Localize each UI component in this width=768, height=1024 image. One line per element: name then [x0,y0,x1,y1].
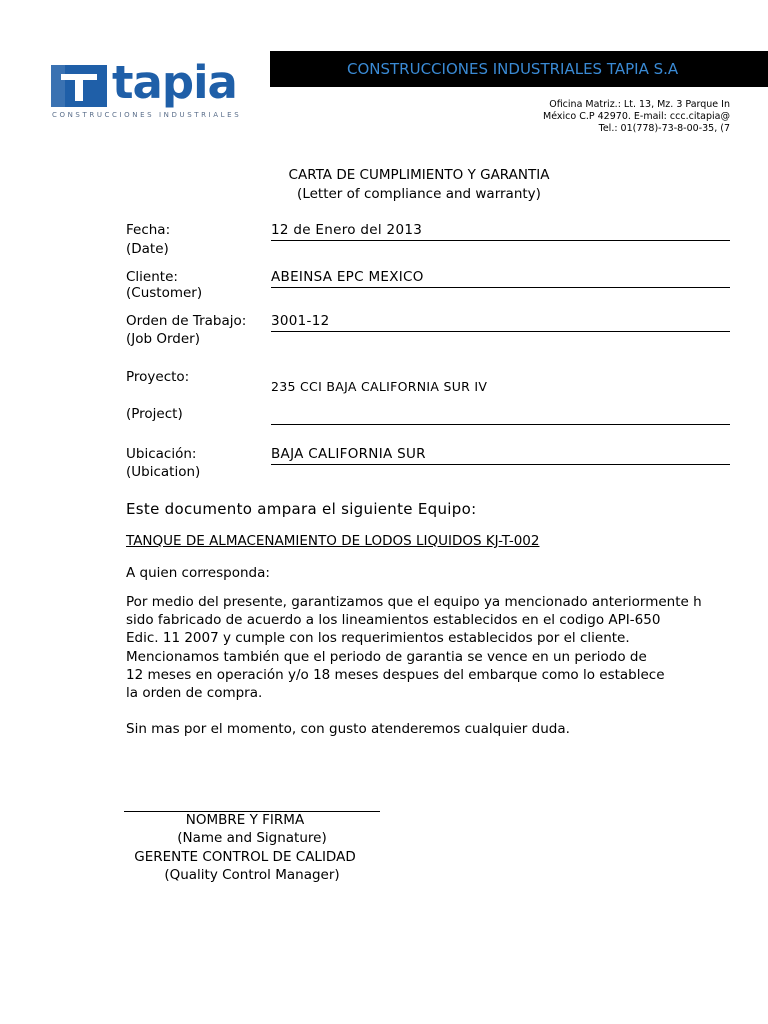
address-line-3: Tel.: 01(778)-73-8-00-35, (7 [598,123,730,134]
date-label: Fecha: [126,222,171,238]
project-label: Proyecto: [126,369,190,385]
address-line-1: Oficina Matriz.: Lt. 13, Mz. 3 Parque In [549,99,730,110]
company-logo-subtext: CONSTRUCCIONES INDUSTRIALES [52,111,242,119]
project-value: 235 CCI BAJA CALIFORNIA SUR IV [271,379,488,394]
equipment-intro: Este documento ampara el siguiente Equipo: [126,500,477,518]
customer-value: ABEINSA EPC MEXICO [271,269,424,285]
page-edge-mask [730,97,768,137]
signature-name-label: NOMBRE Y FIRMA [185,812,305,828]
company-name: CONSTRUCCIONES INDUSTRIALES TAPIA S.A [347,60,679,78]
customer-underline [271,287,730,288]
company-logo-wordmark: tapia [112,56,237,109]
company-logo-mark [51,65,107,107]
location-value: BAJA CALIFORNIA SUR [271,446,426,462]
job-order-value: 3001-12 [271,313,330,329]
location-label: Ubicación: [126,446,197,462]
body-line-4: Mencionamos también que el periodo de garantia se vence en un periodo de [126,649,647,665]
location-underline [271,464,730,465]
signature-role-en: (Quality Control Manager) [164,867,340,883]
signature-name-label-en: (Name and Signature) [177,830,327,846]
body-line-6: la orden de compra. [126,685,263,701]
project-label-en: (Project) [126,406,183,422]
project-underline [271,424,730,425]
job-order-label-en: (Job Order) [126,331,200,347]
customer-label-en: (Customer) [126,285,203,301]
job-order-label: Orden de Trabajo: [126,313,247,329]
letter-title: CARTA DE CUMPLIMIENTO Y GARANTIA [288,167,550,183]
letter-subtitle: (Letter of compliance and warranty) [297,186,541,202]
address-line-2: México C.P 42970. E-mail: ccc.citapia@ [543,111,730,122]
date-value: 12 de Enero del 2013 [271,222,423,238]
salutation: A quien corresponda: [126,565,270,581]
signature-role: GERENTE CONTROL DE CALIDAD [134,849,356,865]
body-line-2: sido fabricado de acuerdo a los lineamientos establecidos en el codigo API-650 [126,612,661,628]
equipment-name: TANQUE DE ALMACENAMIENTO DE LODOS LIQUIDOS KJ-T-002 [126,533,540,549]
customer-label: Cliente: [126,269,178,285]
body-line-5: 12 meses en operación y/o 18 meses despues del embarque como lo establece [126,667,665,683]
closing-text: Sin mas por el momento, con gusto atenderemos cualquier duda. [126,721,570,737]
date-underline [271,240,730,241]
date-label-en: (Date) [126,241,169,257]
job-order-underline [271,331,730,332]
body-line-1: Por medio del presente, garantizamos que el equipo ya mencionado anteriormente h [126,594,702,610]
body-line-3: Edic. 11 2007 y cumple con los requerimientos establecidos por el cliente. [126,630,630,646]
location-label-en: (Ubication) [126,464,201,480]
